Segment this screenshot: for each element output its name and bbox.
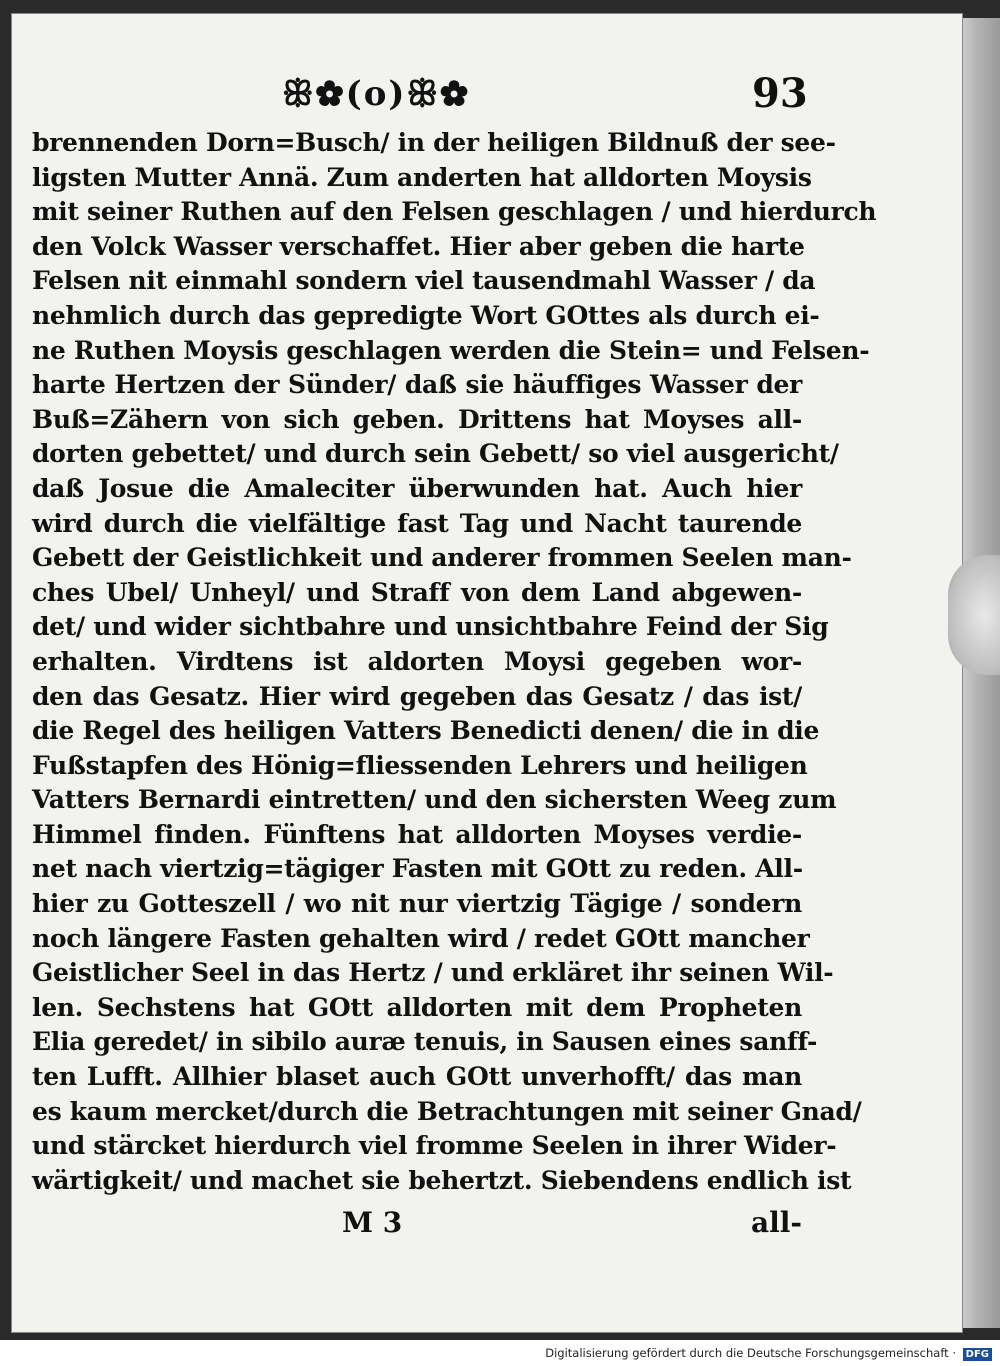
text-line: wärtigkeit/ und machet sie behertzt. Siebendens endlich ist bbox=[32, 1165, 852, 1195]
text-line: es kaum mercket/durch die Betrachtungen mit seiner Gnad/ bbox=[32, 1096, 862, 1126]
text-line: ten Lufft. Allhier blaset auch GOtt unverhofft/ das man bbox=[32, 1062, 802, 1092]
text-line: Himmel finden. Fünftens hat alldorten Moyses verdie- bbox=[32, 819, 802, 849]
text-line: erhalten. Virdtens ist aldorten Moysi gegeben wor- bbox=[32, 646, 802, 676]
text-line: brennenden Dorn=Busch/ in der heiligen Bildnuß der see- bbox=[32, 128, 836, 157]
credit-bar bbox=[0, 1340, 1000, 1366]
text-line: det/ und wider sichtbahre und unsichtbahre Feind der Sig bbox=[32, 612, 829, 642]
text-line: Elia geredet/ in sibilo auræ tenuis, in Sausen eines sanff- bbox=[32, 1027, 818, 1057]
signature-mark: M 3 bbox=[342, 1206, 403, 1239]
body-text bbox=[32, 126, 877, 1198]
text-line: Geistlicher Seel in das Hertz / und erkläret ihr seinen Wil- bbox=[32, 958, 834, 988]
text-line: und stärcket hierdurch viel fromme Seelen in ihrer Wider- bbox=[32, 1131, 837, 1161]
header-ornament: ꕥ✿(o)ꕥ✿ bbox=[282, 74, 471, 114]
page-number: 93 bbox=[752, 70, 808, 117]
text-line: Buß=Zähern von sich geben. Drittens hat Moyses all- bbox=[32, 404, 802, 434]
dfg-logo: DFG bbox=[963, 1348, 992, 1361]
catchword: all- bbox=[750, 1206, 802, 1239]
thumb-holding-page bbox=[948, 555, 1000, 675]
text-line: ligsten Mutter Annä. Zum anderten hat alldorten Moysis bbox=[32, 162, 812, 192]
text-line: len. Sechstens hat GOtt alldorten mit dem Propheten bbox=[32, 992, 802, 1022]
text-line: wird durch die vielfältige fast Tag und Nacht taurende bbox=[32, 508, 802, 538]
text-line: Felsen nit einmahl sondern viel tausendmahl Wasser / da bbox=[32, 266, 816, 296]
text-line: den Volck Wasser verschaffet. Hier aber geben die harte bbox=[32, 231, 805, 261]
text-line: ne Ruthen Moysis geschlagen werden die Stein= und Felsen- bbox=[32, 335, 870, 365]
text-line: net nach viertzig=tägiger Fasten mit GOtt zu reden. All- bbox=[32, 854, 803, 884]
text-line: ches Ubel/ Unheyl/ und Straff von dem Land abgewen- bbox=[32, 577, 802, 607]
book-page bbox=[12, 14, 962, 1332]
text-line: die Regel des heiligen Vatters Benedicti denen/ die in die bbox=[32, 716, 820, 746]
text-line: hier zu Gotteszell / wo nit nur viertzig Tägige / sondern bbox=[32, 889, 802, 919]
text-line: noch längere Fasten gehalten wird / redet GOtt mancher bbox=[32, 923, 810, 953]
credit-text: Digitalisierung gefördert durch die Deutsche Forschungsgemeinschaft bbox=[545, 1346, 949, 1360]
text-line: harte Hertzen der Sünder/ daß sie häuffiges Wasser der bbox=[32, 370, 802, 400]
page-footer bbox=[32, 1206, 802, 1246]
text-line: dorten gebettet/ und durch sein Gebett/ so viel ausgericht/ bbox=[32, 439, 839, 469]
text-line: den das Gesatz. Hier wird gegeben das Gesatz / das ist/ bbox=[32, 681, 802, 711]
text-line: daß Josue die Amaleciter überwunden hat. Auch hier bbox=[32, 473, 802, 503]
credit-line: Digitalisierung gefördert durch die Deutsche Forschungsgemeinschaft · DFG bbox=[545, 1346, 992, 1360]
text-line: nehmlich durch das gepredigte Wort GOttes als durch ei- bbox=[32, 300, 820, 330]
text-line: Gebett der Geistlichkeit und anderer frommen Seelen man- bbox=[32, 543, 852, 573]
text-line: mit seiner Ruthen auf den Felsen geschlagen / und hierdurch bbox=[32, 197, 877, 227]
text-line: Fußstapfen des Hönig=fliessenden Lehrers und heiligen bbox=[32, 750, 808, 780]
text-line: Vatters Bernardi eintretten/ und den sichersten Weeg zum bbox=[32, 785, 837, 815]
running-header bbox=[282, 70, 812, 120]
